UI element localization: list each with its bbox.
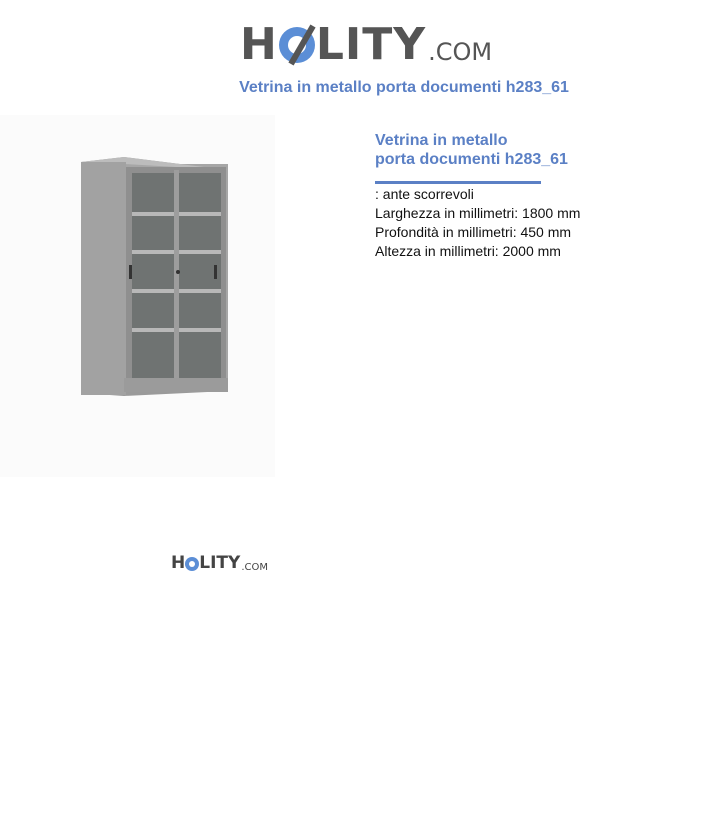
logo-letters-lity: LITY [315,19,427,70]
watermark-letters-lity: LITY [199,553,241,573]
site-logo[interactable] [240,12,492,68]
product-specs [375,185,705,261]
product-title-line1: Vetrina in metallo [375,132,508,149]
title-underline [375,181,541,184]
product-title-line2: porta documenti h283_61 [375,151,568,168]
lock-icon [176,270,180,274]
left-door-glass [132,173,174,378]
watermark-suffix: .COM [241,562,268,573]
cabinet-base [124,378,228,392]
left-handle-icon [129,265,132,279]
spec-line: Profondità in millimetri: 450 mm [375,224,572,240]
cabinet-illustration [0,115,275,477]
watermark-o-mark-icon [185,557,199,571]
spec-line: Altezza in millimetri: 2000 mm [375,243,561,259]
page-title: Vetrina in metallo porta documenti h283_61 [239,79,569,96]
logo-suffix: .COM [428,38,493,66]
spec-line: Larghezza in millimetri: 1800 mm [375,205,581,221]
spec-line: : ante scorrevoli [375,186,474,202]
logo-brand [240,19,427,70]
product-image [0,115,275,573]
logo-letter-h: H [240,19,278,70]
product-title [375,131,675,169]
watermark-letter-h: H [171,553,186,573]
cabinet-left-panel [81,162,126,395]
logo-o-mark-icon [279,27,315,63]
right-handle-icon [214,265,217,279]
door-divider [174,170,179,382]
image-watermark-logo [171,553,268,573]
